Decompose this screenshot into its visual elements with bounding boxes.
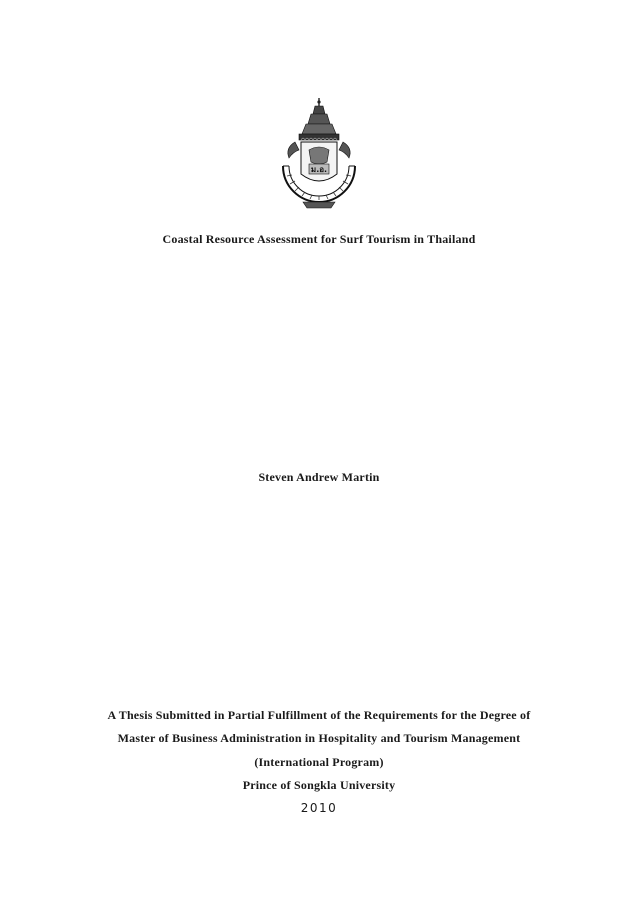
degree-statement-line-1: A Thesis Submitted in Partial Fulfillment of the Requirements for the Degree of xyxy=(107,708,531,722)
thesis-title: Coastal Resource Assessment for Surf Tourism in Thailand xyxy=(162,232,476,246)
program-name: (International Program) xyxy=(254,755,384,769)
submission-year: 2010 xyxy=(300,801,338,815)
author-name: Steven Andrew Martin xyxy=(258,470,380,484)
degree-statement-line-2: Master of Business Administration in Hospitality and Tourism Management xyxy=(117,731,521,745)
svg-text:ม.อ.: ม.อ. xyxy=(310,165,328,174)
university-name: Prince of Songkla University xyxy=(242,778,396,792)
university-seal-icon xyxy=(273,96,365,216)
